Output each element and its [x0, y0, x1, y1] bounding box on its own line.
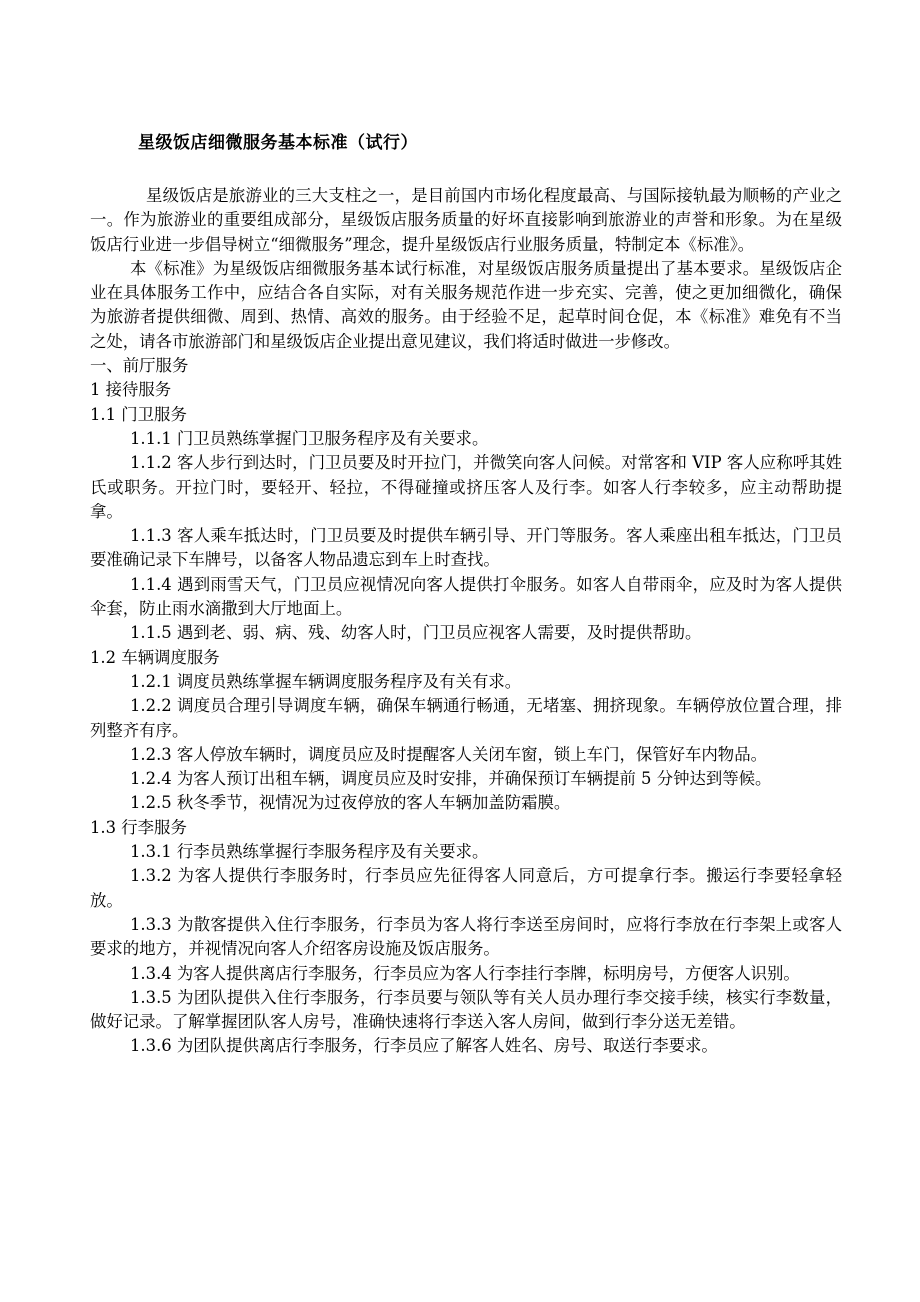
clause-paragraph: 1.3.1 行李员熟练掌握行李服务程序及有关要求。 [130, 842, 489, 862]
subsection-heading: 1.1 门卫服务 [90, 404, 187, 424]
clause-paragraph: 1.1.1 门卫员熟练掌握门卫服务程序及有关要求。 [130, 428, 489, 448]
clause-paragraph: 1.2.5 秋冬季节，视情况为过夜停放的客人车辆加盖防霜膜。 [130, 793, 571, 813]
clause-paragraph: 1.2.4 为客人预订出租车辆，调度员应及时安排，并确保预订车辆提前 5 分钟达到等候。 [130, 769, 772, 789]
document-body [90, 184, 842, 1059]
clause-paragraph: 1.2.3 客人停放车辆时，调度员应及时提醒客人关闭车窗，锁上车门，保管好车内物品。 [130, 744, 767, 764]
clause-paragraph: 1.1.4 遇到雨雪天气，门卫员应视情况向客人提供打伞服务。如客人自带雨伞，应及时为客人提供伞套，防止雨水滴撒到大厅地面上。 [90, 574, 842, 619]
clause-paragraph: 1.1.3 客人乘车抵达时，门卫员要及时提供车辆引导、开门等服务。客人乘座出租车抵达，门卫员要准确记录下车牌号，以备客人物品遗忘到车上时查找。 [90, 526, 842, 570]
preface-paragraph: 本《标准》为星级饭店细微服务基本试行标准，对星级饭店服务质量提出了基本要求。星级饭店企业在具体服务工作中，应结合各自实际，对有关服务规范作进一步充实、完善，使之更加细微化，确保为旅游者提供细微、周到、热情、高效的服务。由于经验不足，起草时间仓促，本《标准》难免有不当之处，请各市旅游部门和星级饭店企业提出意见建议，我们将适时做进一步修改。 [90, 258, 842, 351]
subsection-heading: 1.2 车辆调度服务 [90, 647, 220, 667]
clause-paragraph: 1.3.4 为客人提供离店行李服务，行李员应为客人行李挂行李牌，标明房号，方便客人识别。 [130, 963, 800, 983]
clause-paragraph: 1.2.1 调度员熟练掌握车辆调度服务程序及有关有求。 [130, 671, 522, 691]
clause-paragraph: 1.3.2 为客人提供行李服务时，行李员应先征得客人同意后，方可提拿行李。搬运行李要轻拿轻放。 [90, 866, 842, 910]
clause-paragraph: 1.3.5 为团队提供入住行李服务，行李员要与领队等有关人员办理行李交接手续，核实行李数量，做好记录。了解掌握团队客人房号，准确快速将行李送入客人房间，做到行李分送无差错。 [90, 987, 842, 1032]
clause-paragraph: 1.1.2 客人步行到达时，门卫员要及时开拉门，并微笑向客人问候。对常客和 VIP 客人应称呼其姓氏或职务。开拉门时，要轻开、轻拉，不得碰撞或挤压客人及行李。如客人行李较多，应主动帮助提拿。 [90, 453, 842, 521]
subsection-heading: 1.3 行李服务 [90, 817, 187, 837]
section-heading: 1 接待服务 [90, 380, 172, 400]
clause-paragraph: 1.2.2 调度员合理引导调度车辆，确保车辆通行畅通，无堵塞、拥挤现象。车辆停放位置合理，排列整齐有序。 [90, 696, 842, 740]
intro-paragraph: 星级饭店是旅游业的三大支柱之一，是目前国内市场化程度最高、与国际接轨最为顺畅的产业之一。作为旅游业的重要组成部分，星级饭店服务质量的好坏直接影响到旅游业的声誉和形象。为在星级饭店行业进一步倡导树立“细微服务”理念，提升星级饭店行业服务质量，特制定本《标准》。 [90, 186, 842, 254]
document-title: 星级饭店细微服务基本标准（试行） [138, 133, 418, 153]
clause-paragraph: 1.3.3 为散客提供入住行李服务，行李员为客人将行李送至房间时，应将行李放在行李架上或客人要求的地方，并视情况向客人介绍客房设施及饭店服务。 [90, 914, 842, 959]
clause-paragraph: 1.1.5 遇到老、弱、病、残、幼客人时，门卫员应视客人需要，及时提供帮助。 [130, 623, 702, 643]
section-heading: 一、前厅服务 [90, 356, 189, 376]
clause-paragraph: 1.3.6 为团队提供离店行李服务，行李员应了解客人姓名、房号、取送行李要求。 [130, 1036, 718, 1056]
